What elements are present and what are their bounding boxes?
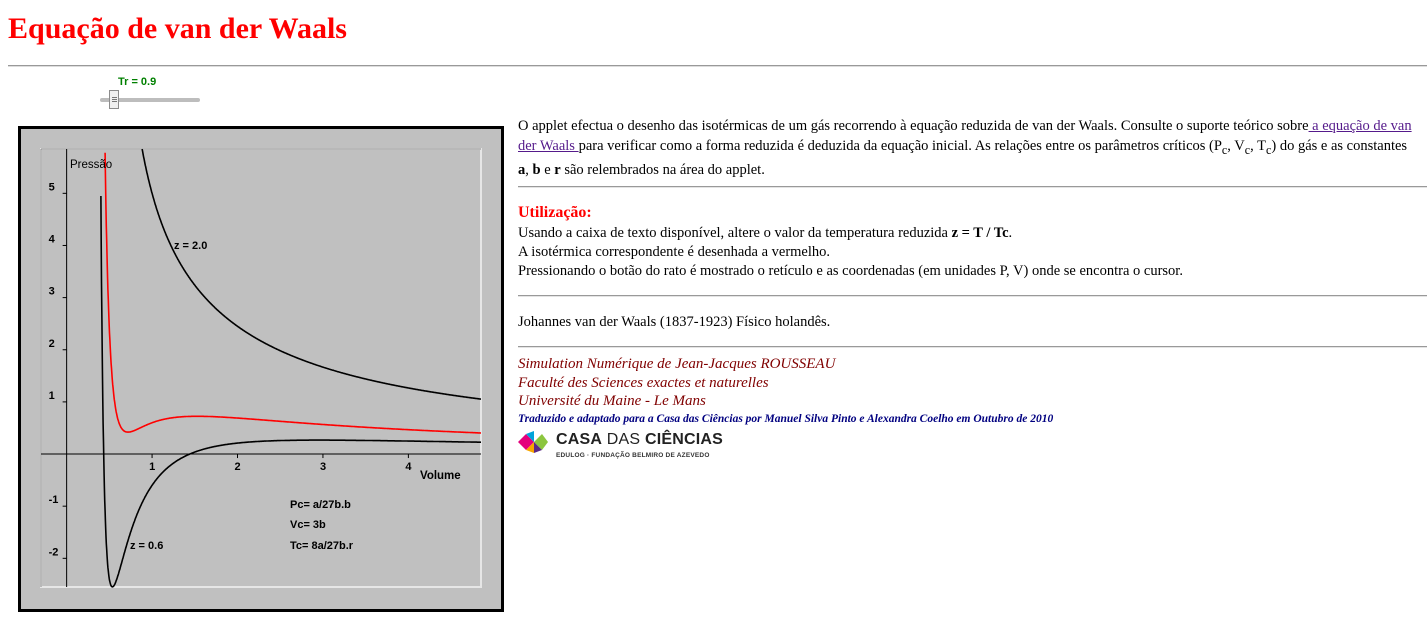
y-tick-label: 4 [48,233,55,246]
casa-das-ciencias-logo [518,431,748,463]
y-tick-label: -1 [48,494,59,507]
description-text: para verificar como a forma reduzida é deduzida da equação inicial. As relações entre os parâmetros críticos (P [578,138,1222,154]
y-tick-label: 1 [48,389,55,402]
x-tick-label: 4 [405,461,412,474]
constant-b: b [532,161,541,178]
subscript-c: c [1266,142,1272,157]
description [518,116,1418,180]
description-text: , [525,161,533,178]
y-tick-label: 5 [48,181,55,194]
curve-label-z2: z = 2.0 [174,240,208,252]
constant-a: a [518,161,526,178]
theory-link[interactable]: a equação de van der Waals [518,118,1412,154]
bio-text: Johannes van der Waals (1837-1923) Físico holandês. [518,314,831,330]
subscript-c: c [1244,142,1251,157]
y-tick-label: 2 [48,337,55,350]
description-text: ) do gás e as constantes [1271,138,1408,154]
axes [41,149,481,587]
section-divider [518,295,1427,297]
constant-pc: Pc= a/27b.b [290,499,351,511]
grip-line [112,97,117,98]
constant-tc: Tc= 8a/27b.r [290,540,354,552]
usage-line-text: . [1008,225,1013,241]
usage-line-text: Usando a caixa de texto disponível, altere o valor da temperatura reduzida [518,225,952,241]
translation-credit: Traduzido e adaptado para a Casa das Ciências por Manuel Silva Pinto e Alexandra Coelho em Outubro de 2010 [518,413,1054,425]
isotherm-plot[interactable] [21,129,501,609]
section-divider [518,346,1427,348]
credit-line: Faculté des Sciences exactes et naturelles [518,375,769,391]
logo-wordmark: CASA DAS CIÊNCIAS [556,431,723,448]
description-text: são relembrados na área do applet. [560,161,765,178]
x-tick-label: 1 [149,461,156,474]
usage-text [518,224,1418,281]
usage-heading: Utilização: [518,204,592,221]
description-text: O applet efectua o desenho das isotérmicas de um gás recorrendo à equação reduzida de van der Waals. Consulte o suporte teórico sobre [518,118,1309,134]
grip-line [112,101,117,102]
constant-vc: Vc= 3b [290,519,326,531]
isotherm-line [142,149,481,399]
logo-mark-icon [518,431,550,453]
usage-line: A isotérmica correspondente é desenhada a vermelho. [518,244,831,260]
description-text: , T [1250,138,1266,154]
usage-line [518,224,1418,243]
y-tick-label: 3 [48,285,55,298]
description-text: , V [1227,138,1245,154]
slider-value-label: Tr = 0.9 [118,76,157,88]
subscript-c: c [1221,142,1228,157]
page-title: Equação de van der Waals [8,12,347,45]
description-text: e [540,161,555,178]
constant-r: r [554,161,561,178]
x-axis-label: Volume [420,470,461,482]
y-axis-label: Pressão [70,159,113,171]
usage-formula: z = T / Tc [951,225,1009,241]
logo-subtitle: EDULOG · FUNDAÇÃO BELMIRO DE AZEVEDO [556,452,710,459]
plot-frame-light [41,149,481,587]
credit-line: Simulation Numérique de Jean-Jacques ROUSSEAU [518,356,836,372]
temperature-slider-thumb[interactable] [109,90,119,109]
x-tick-label: 2 [234,461,241,474]
title-divider [8,65,1427,67]
section-divider [518,186,1427,188]
usage-line: Pressionando o botão do rato é mostrado o retículo e as coordenadas (em unidades P, V) onde se encontra o cursor. [518,263,1183,279]
curve-label-z06: z = 0.6 [130,540,164,552]
x-tick-label: 3 [319,461,327,474]
credit-line: Université du Maine - Le Mans [518,393,706,409]
grip-line [112,99,117,100]
y-tick-label: -2 [48,546,59,559]
